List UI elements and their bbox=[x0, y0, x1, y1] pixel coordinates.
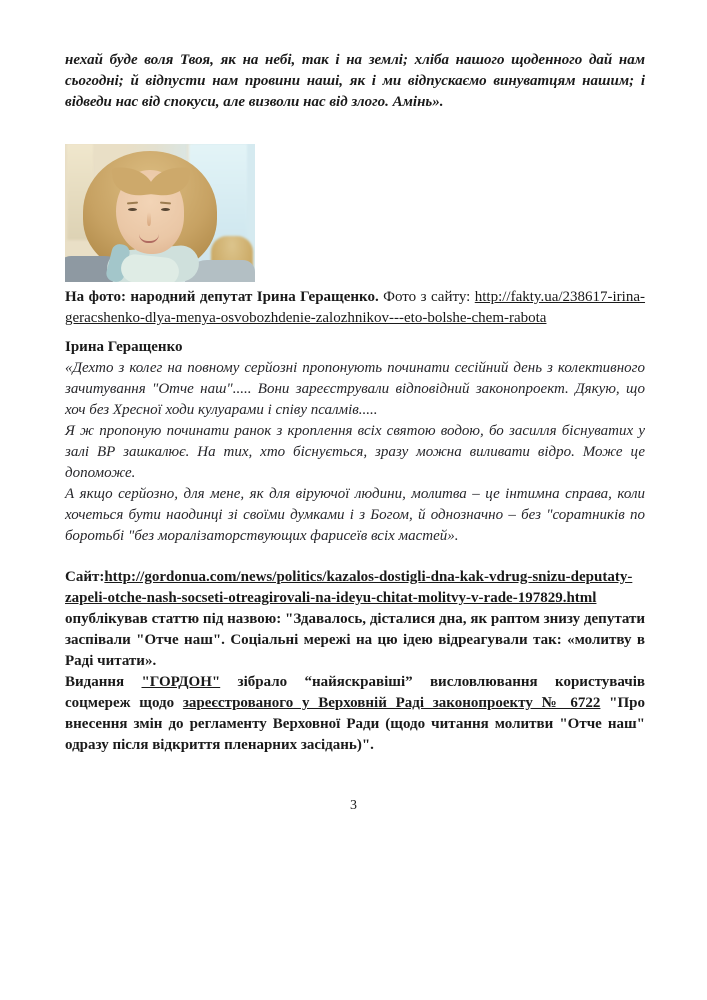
caption-source-label: Фото з сайту: bbox=[378, 289, 475, 305]
site-paragraph bbox=[65, 567, 645, 672]
caption-bold-text: На фото: народний депутат Ірина Геращенко. bbox=[65, 289, 379, 305]
site-paragraph-text: опублікував статтю під назвою: "Здавалось, дісталися дна, як раптом знизу депутати заспівали "Отче наш". Соціальні мережі на цю ідею відреагували так: «молитву в Раді читати». bbox=[65, 611, 645, 669]
edition-text-2: зібрало “найяскравіші” висловлювання користувачів соцмереж щодо bbox=[65, 674, 646, 711]
photo-iryna-gerashchenko bbox=[65, 144, 255, 282]
prayer-paragraph: нехай буде воля Твоя, як на небі, так і на землі; хліба нашого щоденного дай нам сьогодні; й відпусти нам провини наші, як і ми відпускаємо винуватцям нашим; і відведи нас від спокуси, але визволи нас від злого. Амінь». bbox=[65, 52, 645, 110]
page-number: 3 bbox=[350, 798, 357, 813]
quote-paragraph-1: «Дехто з колег на повному серйозні пропонують починати сесійний день з колективного зачитування "Отче наш"..... Вони зареєстрували відповідний законопроект. Дякую, що хоч без Хресної ходи кулуарами і співу псалмів..... bbox=[65, 360, 645, 418]
fakty-ua-link[interactable]: http://fakty.ua/238617-irina-geracshenko-dlya-menya-osvobozhdenie-zalozhnikov---eto-bolshe-chem-rabota bbox=[65, 289, 646, 326]
photo-nose bbox=[147, 212, 151, 226]
edition-text-3: "Про внесення змін до регламенту Верховної Ради (щодо читання молитви "Отче наш" одразу після відкриття пленарних засідань)". bbox=[65, 695, 646, 753]
bill-6722-underlined-text[interactable]: зареєстрованого у Верховній Раді законопроекту № 6722 bbox=[182, 695, 601, 711]
quote-paragraph-3: А якщо серйозно, для мене, як для віруючої людини, молитва – це інтимна справа, коли хочеться бути наодинці зі своїми думками і з Богом, й однозначно – без "соратників по боротьбі "без моралізаторствующих фарисеїв всіх мастей». bbox=[65, 486, 645, 544]
gordonua-article-link[interactable]: http://gordonua.com/news/politics/kazalos-dostigli-dna-kak-vdrug-snizu-deputaty-zapeli-otche-nash-socseti-otreagirovali-na-ideyu-chitat-molitvy-v-rade-197829.html bbox=[65, 569, 633, 606]
photo-caption bbox=[65, 287, 645, 329]
photo-eye-right bbox=[161, 208, 170, 211]
edition-paragraph bbox=[65, 672, 645, 756]
quote-paragraph-2: Я ж пропоную починати ранок з кроплення всіх святою водою, бо засилля біснуватих у залі ВР зашкалює. На тих, хто біснується, зразу можна виливати відро. Може це допоможе. bbox=[65, 423, 645, 481]
edition-text-1: Видання bbox=[65, 674, 142, 690]
quote-author: Ірина Геращенко bbox=[65, 339, 183, 355]
photo-eye-left bbox=[128, 208, 137, 211]
site-label: Сайт: bbox=[65, 569, 105, 585]
gordon-edition-link[interactable]: "ГОРДОН" bbox=[141, 674, 221, 690]
